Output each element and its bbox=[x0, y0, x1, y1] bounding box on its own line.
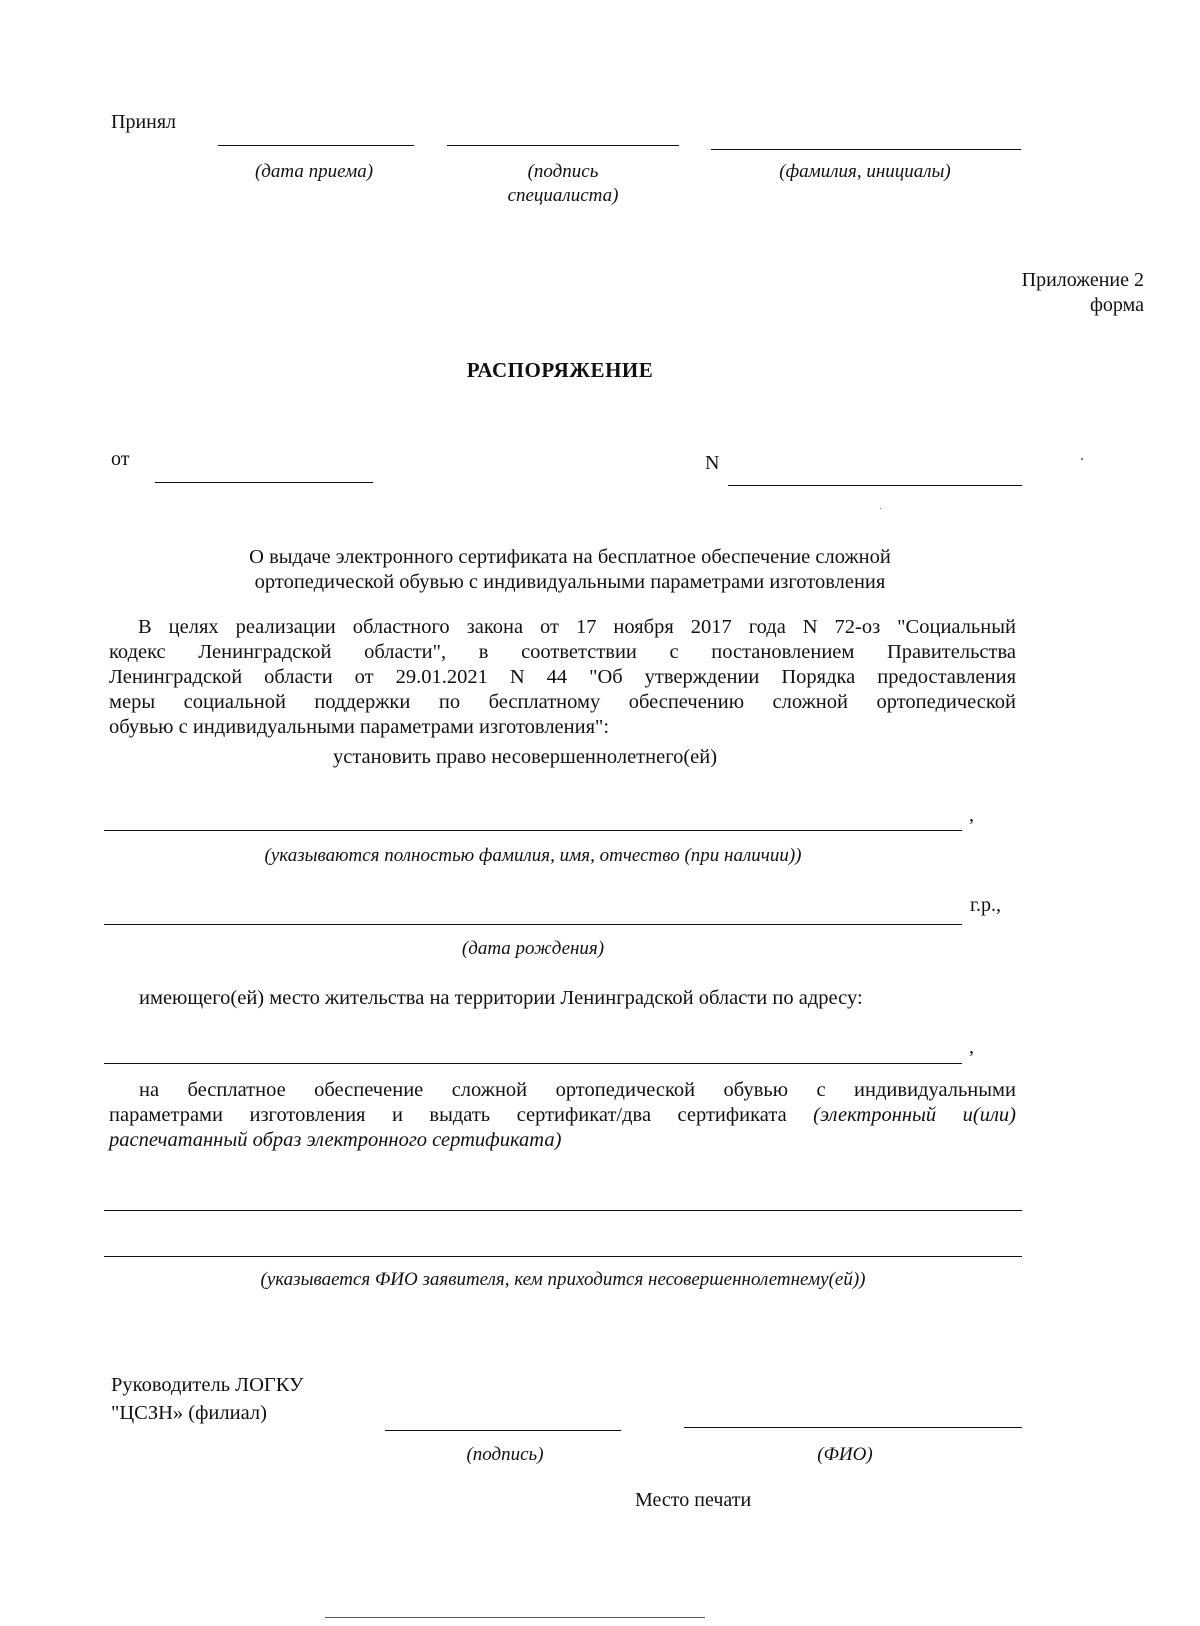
order-number-line[interactable] bbox=[728, 485, 1022, 486]
establish-right-text: установить право несовершеннолетнего(ей) bbox=[333, 746, 718, 768]
head-signature-line[interactable] bbox=[385, 1430, 621, 1431]
head-signature-caption: (подпись) bbox=[466, 1444, 544, 1465]
minor-fio-caption: (указываются полностью фамилия, имя, отчество (при наличии)) bbox=[264, 845, 802, 866]
minor-fio-comma: , bbox=[969, 804, 974, 826]
accepted-label: Принял bbox=[111, 111, 177, 133]
applicant-line-2[interactable] bbox=[104, 1256, 1022, 1257]
scan-speck bbox=[1081, 458, 1083, 460]
address-line[interactable] bbox=[104, 1063, 962, 1064]
accept-signature-caption bbox=[478, 160, 648, 208]
subject-line2: ортопедической обувью с индивидуальными параметрами изготовления bbox=[254, 571, 886, 593]
provision-line2-plain: параметрами изготовления и выдать сертификат/два сертификата bbox=[109, 1104, 814, 1126]
order-date-line[interactable] bbox=[155, 482, 373, 483]
accept-date-caption: (дата приема) bbox=[254, 161, 374, 182]
accept-signature-line[interactable] bbox=[447, 145, 679, 146]
birth-date-caption: (дата рождения) bbox=[461, 938, 605, 959]
provision-line1: на бесплатное обеспечение сложной ортопедической обувью с индивидуальными bbox=[139, 1079, 1016, 1101]
order-date-label: от bbox=[111, 448, 130, 470]
accept-date-line[interactable] bbox=[218, 145, 414, 146]
head-title-line2: "ЦСЗН» (филиал) bbox=[111, 1402, 267, 1424]
residence-text: имеющего(ей) место жительства на территории Ленинградской области по адресу: bbox=[139, 987, 863, 1009]
applicant-line-1[interactable] bbox=[104, 1210, 1022, 1211]
applicant-caption: (указывается ФИО заявителя, кем приходится несовершеннолетнему(ей)) bbox=[260, 1269, 866, 1290]
accept-name-caption: (фамилия, инициалы) bbox=[779, 161, 951, 182]
birth-date-line[interactable] bbox=[104, 924, 962, 925]
legal-basis-line: кодекс Ленинградской области", в соответствии с постановлением Правительства bbox=[109, 641, 1016, 663]
birth-year-suffix: г.р., bbox=[970, 894, 1001, 916]
provision-line2 bbox=[109, 1103, 1016, 1128]
subject-heading bbox=[130, 545, 1010, 595]
appendix-label bbox=[1022, 268, 1144, 318]
stamp-place-label: Место печати bbox=[635, 1489, 752, 1511]
minor-fio-line[interactable] bbox=[104, 830, 962, 831]
subject-line1: О выдаче электронного сертификата на бесплатное обеспечение сложной bbox=[249, 546, 891, 568]
accept-name-line[interactable] bbox=[711, 149, 1021, 150]
head-fio-line[interactable] bbox=[684, 1427, 1022, 1428]
accept-signature-caption-line1: (подпись bbox=[527, 161, 599, 182]
head-title-line1: Руководитель ЛОГКУ bbox=[111, 1374, 304, 1396]
legal-basis-line: меры социальной поддержки по бесплатному обеспечению сложной ортопедической bbox=[109, 691, 1016, 713]
head-fio-caption: (ФИО) bbox=[817, 1444, 873, 1465]
legal-basis-line: обувью с индивидуальными параметрами изготовления": bbox=[109, 716, 610, 738]
provision-paragraph bbox=[109, 1078, 1016, 1153]
scan-edge-mark bbox=[325, 1617, 705, 1618]
legal-basis-line: В целях реализации областного закона от 17 ноября 2017 года N 72-оз "Социальный bbox=[138, 616, 1016, 638]
legal-basis-paragraph bbox=[109, 615, 1016, 740]
appendix-line2: форма bbox=[1089, 294, 1144, 316]
accept-signature-caption-line2: специалиста) bbox=[507, 185, 619, 206]
legal-basis-line: Ленинградской области от 29.01.2021 N 44 "Об утверждении Порядка предоставления bbox=[109, 666, 1016, 688]
appendix-line1: Приложение 2 bbox=[1021, 269, 1144, 291]
address-comma: , bbox=[969, 1036, 974, 1058]
scan-speck bbox=[880, 508, 881, 509]
provision-line3: распечатанный образ электронного сертификата) bbox=[109, 1129, 562, 1151]
head-title bbox=[111, 1371, 304, 1427]
document-title: РАСПОРЯЖЕНИЕ bbox=[466, 358, 654, 382]
order-number-label: N bbox=[705, 452, 720, 474]
provision-line2-italic: (электронный и(или) bbox=[813, 1104, 1016, 1126]
